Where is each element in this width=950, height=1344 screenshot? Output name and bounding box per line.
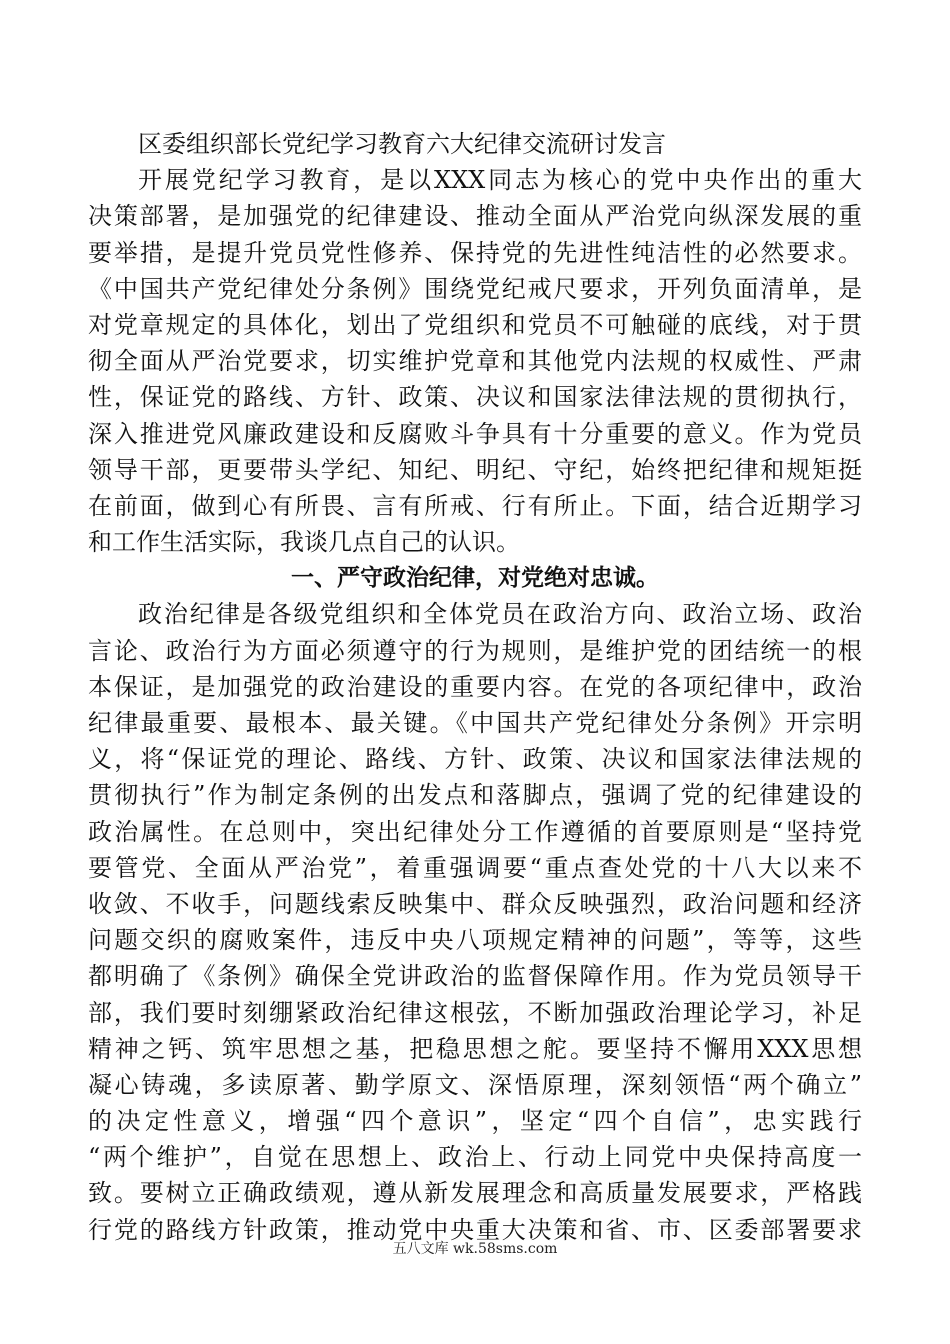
- document-title: 区委组织部长党纪学习教育六大纪律交流研讨发言: [138, 130, 666, 158]
- paragraph-line: 凝心铸魂，多读原著、勤学原文、深悟原理，深刻领悟“两个确立”: [88, 1070, 862, 1099]
- document-body: [88, 126, 862, 1248]
- paragraph-line: 决策部署，是加强党的纪律建设、推动全面从严治党向纵深发展的重: [88, 202, 862, 231]
- paragraph-line: 深入推进党风廉政建设和反腐败斗争具有十分重要的意义。作为党员: [88, 419, 862, 448]
- paragraph-line: 贯彻执行”作为制定条例的出发点和落脚点，强调了党的纪律建设的: [88, 781, 862, 810]
- paragraph-line: 致。要树立正确政绩观，遵从新发展理念和高质量发展要求，严格践: [88, 1179, 862, 1208]
- paragraph-line: 部，我们要时刻绷紧政治纪律这根弦，不断加强政治理论学习，补足: [88, 998, 862, 1027]
- paragraph-line: 和工作生活实际，我谈几点自己的认识。: [88, 528, 520, 557]
- paragraph-line: 性，保证党的路线、方针、政策、决议和国家法律法规的贯彻执行，: [88, 383, 862, 412]
- paragraph-line: 在前面，做到心有所畏、言有所戒、行有所止。下面，结合近期学习: [88, 491, 862, 520]
- section-heading: 一、严守政治纪律，对党绝对忠诚。: [291, 565, 659, 592]
- paragraph-line: 政治属性。在总则中，突出纪律处分工作遵循的首要原则是“坚持党: [88, 817, 862, 846]
- paragraph-line: 要举措，是提升党员党性修养、保持党的先进性纯洁性的必然要求。: [88, 238, 862, 267]
- paragraph-line: 《中国共产党纪律处分条例》围绕党纪戒尺要求，开列负面清单，是: [88, 274, 862, 303]
- paragraph-line: 义，将“保证党的理论、路线、方针、政策、决议和国家法律法规的: [88, 745, 862, 774]
- paragraph-line: 领导干部，更要带头学纪、知纪、明纪、守纪，始终把纪律和规矩挺: [88, 455, 862, 484]
- paragraph-line: 对党章规定的具体化，划出了党组织和党员不可触碰的底线，对于贯: [88, 310, 862, 339]
- paragraph-line: 要管党、全面从严治党”，着重强调要“重点查处党的十八大以来不: [88, 853, 862, 882]
- paragraph-line: 纪律最重要、最根本、最关键。《中国共产党纪律处分条例》开宗明: [88, 709, 862, 737]
- footer-watermark: 五八文库 wk.58sms.com: [392, 1241, 558, 1257]
- paragraph-line: 言论、政治行为方面必须遵守的行为规则，是维护党的团结统一的根: [88, 636, 862, 665]
- paragraph-line: 政治纪律是各级党组织和全体党员在政治方向、政治立场、政治: [138, 600, 862, 629]
- paragraph-line: 都明确了《条例》确保全党讲政治的监督保障作用。作为党员领导干: [88, 962, 862, 991]
- paragraph-line: 本保证，是加强党的政治建设的重要内容。在党的各项纪律中，政治: [88, 672, 862, 701]
- paragraph-line: 开展党纪学习教育，是以XXX同志为核心的党中央作出的重大: [138, 166, 862, 195]
- paragraph-line: 的决定性意义，增强“四个意识”，坚定“四个自信”，忠实践行: [88, 1107, 862, 1136]
- paragraph-line: 行党的路线方针政策，推动党中央重大决策和省、市、区委部署要求: [88, 1215, 862, 1244]
- paragraph-line: 收敛、不收手，问题线索反映集中、群众反映强烈，政治问题和经济: [88, 889, 862, 918]
- paragraph-line: 彻全面从严治党要求，切实维护党章和其他党内法规的权威性、严肃: [88, 347, 862, 376]
- paragraph-line: 问题交织的腐败案件，违反中央八项规定精神的问题”，等等，这些: [88, 926, 862, 955]
- paragraph-line: 精神之钙、筑牢思想之基，把稳思想之舵。要坚持不懈用XXX思想: [88, 1034, 862, 1063]
- paragraph-line: “两个维护”，自觉在思想上、政治上、行动上同党中央保持高度一: [88, 1143, 862, 1172]
